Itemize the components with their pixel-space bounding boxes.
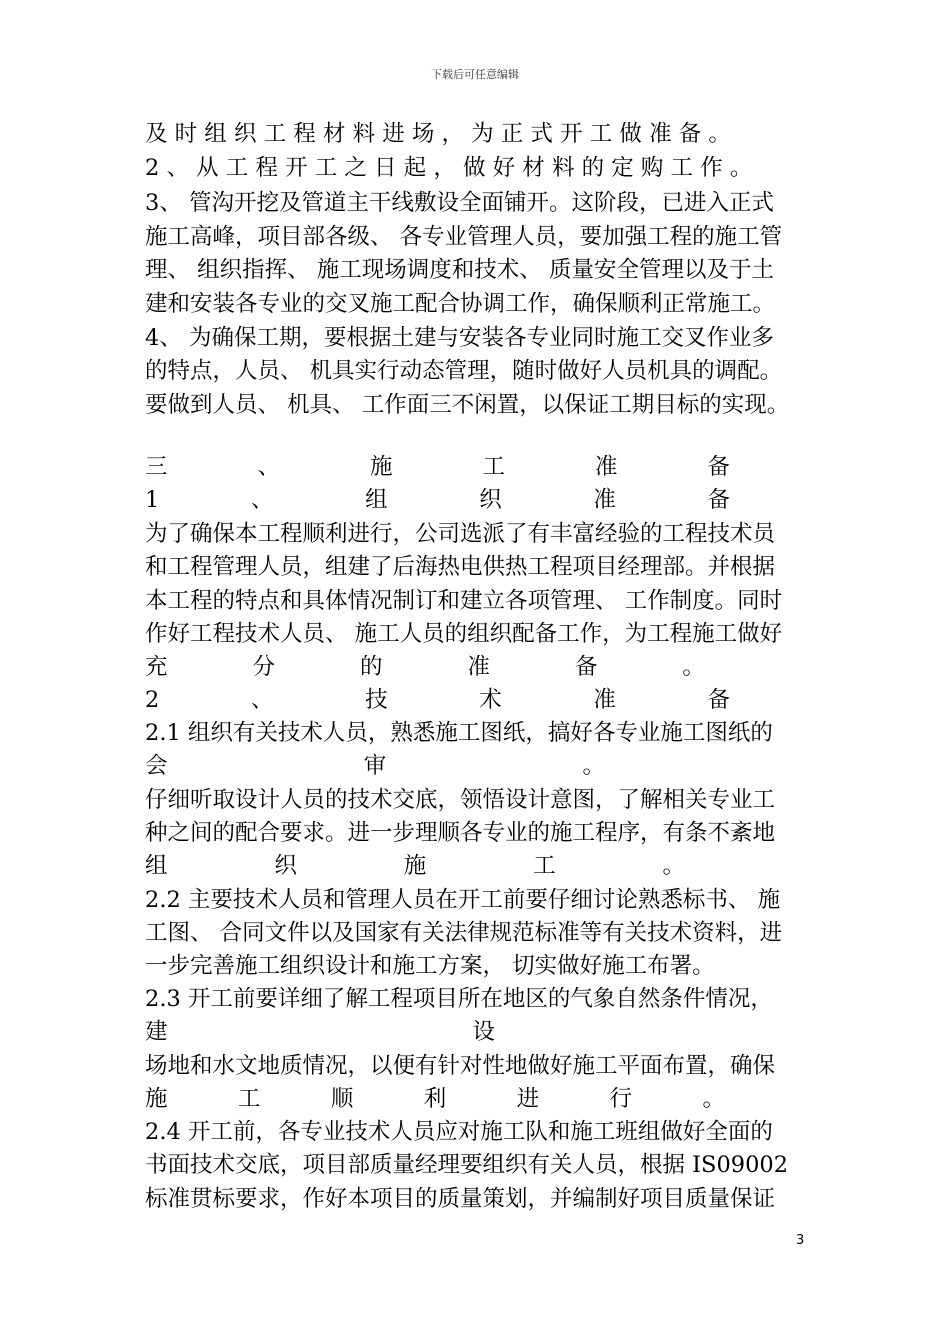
section-heading: 三 、 施 工 准 备: [145, 454, 730, 480]
subsection-heading: 2 、 技 术 准 备: [145, 687, 730, 713]
text-line: 要做到人员、 机具、 工作面三不闲置，以保证工期目标的实现。: [145, 392, 790, 418]
text-line: 2 、 从 工 程 开 工 之 日 起 ， 做 好 材 料 的 定 购 工 作 。: [145, 155, 753, 181]
text-line: 会 审 。: [145, 753, 605, 779]
text-line: 3、 管沟开挖及管道主干线敷设全面铺开。这阶段，已进入正式: [145, 190, 774, 216]
text-line: 和工程管理人员，组建了后海热电供热工程项目经理部。并根据: [145, 554, 776, 580]
text-line: 标准贯标要求，作好本项目的质量策划，并编制好项目质量保证: [145, 1186, 776, 1212]
text-line: 2.2 主要技术人员和管理人员在开工前要仔细讨论熟悉标书、 施: [145, 887, 781, 913]
page-number: 3: [796, 1233, 805, 1248]
text-line: 作好工程技术人员、 施工人员的组织配备工作，为工程施工做好: [145, 621, 783, 647]
text-line: 4、 为确保工期，要根据土建与安装各专业同时施工交叉作业多: [145, 325, 774, 351]
text-line: 组 织 施 工 。: [145, 853, 685, 879]
text-line: 理、 组织指挥、 施工现场调度和技术、 质量安全管理以及于土: [145, 257, 774, 283]
text-line: 2.1 组织有关技术人员，熟悉施工图纸，搞好各专业施工图纸的: [145, 720, 773, 746]
text-line: 工图、 合同文件以及国家有关法律规范标准等有关技术资料，进: [145, 920, 783, 946]
subsection-heading: 1 、 组 织 准 备: [145, 487, 730, 513]
text-line: 建和安装各专业的交叉施工配合协调工作，确保顺利正常施工。: [145, 291, 776, 317]
text-line: 建 设: [145, 1019, 495, 1045]
text-line: 场地和水文地质情况，以便有针对性地做好施工平面布置，确保: [145, 1053, 776, 1079]
text-line: 本工程的特点和具体情况制订和建立各项管理、 工作制度。同时: [145, 588, 783, 614]
text-line: 及 时 组 织 工 程 材 料 进 场 ， 为 正 式 开 工 做 准 备 。: [145, 121, 731, 147]
text-line: 为了确保本工程顺利进行，公司选派了有丰富经验的工程技术员: [145, 521, 776, 547]
text-line: 的特点，人员、 机具实行动态管理，随时做好人员机具的调配。: [145, 358, 783, 384]
text-line: 2.4 开工前，各专业技术人员应对施工队和施工班组做好全面的: [145, 1119, 773, 1145]
text-line: 仔细听取设计人员的技术交底，领悟设计意图，了解相关专业工: [145, 787, 776, 813]
text-line: 2.3 开工前要详细了解工程项目所在地区的气象自然条件情况，: [145, 986, 773, 1012]
text-line: 种之间的配合要求。进一步理顺各专业的施工程序，有条不紊地: [145, 820, 776, 846]
text-line: 施 工 顺 利 进 行 。: [145, 1086, 725, 1112]
text-line: 一步完善施工组织设计和施工方案， 切实做好施工布署。: [145, 953, 715, 979]
text-line: 充 分 的 准 备 。: [145, 654, 705, 680]
page-header: 下载后可任意编辑: [431, 68, 519, 81]
text-line: 书面技术交底，项目部质量经理要组织有关人员，根据 IS09002: [145, 1152, 789, 1178]
text-line: 施工高峰，项目部各级、 各专业管理人员，要加强工程的施工管: [145, 224, 783, 250]
